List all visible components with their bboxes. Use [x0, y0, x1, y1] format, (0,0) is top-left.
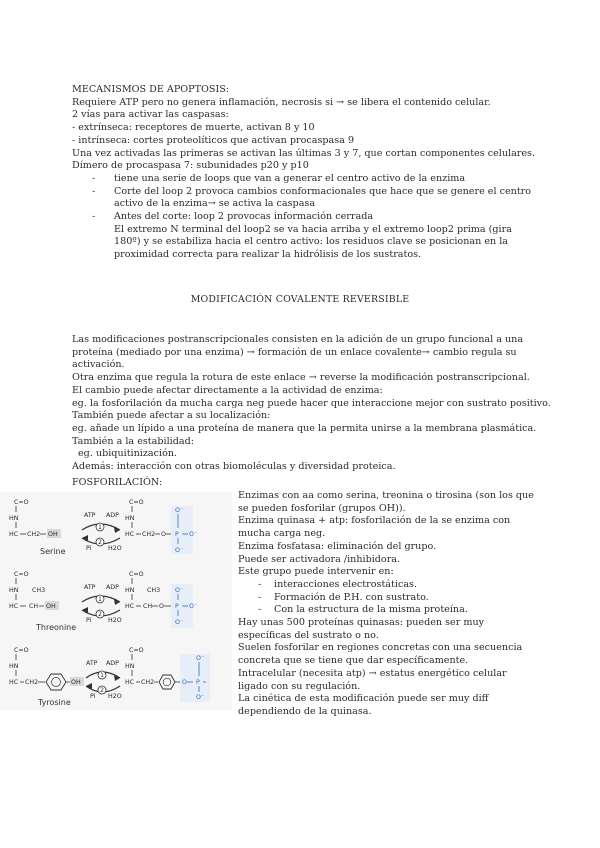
ch2-label: CH2	[142, 531, 156, 538]
residue-name-threonine: Threonine	[36, 623, 77, 632]
apoptosis-title: MECANISMOS DE APOPTOSIS:	[72, 84, 230, 95]
oxygen-label: O	[159, 603, 164, 610]
apoptosis-section	[72, 84, 536, 262]
oxygen-minus-label: O⁻	[175, 587, 184, 594]
covalent-line: El cambio puede afectar directamente a la actividad de enzima:	[72, 384, 383, 396]
ch2-label: CH2	[25, 679, 39, 686]
bullet-continuation: El extremo N terminal del loop2 se va hacia arriba y el extremo loop2 prima (gira 180º) y se estabiliza hacia el centro activo: los residuos clave se posicionan en la proximidad correcta para realizar la hidrólisis de los sustratos.	[114, 223, 512, 261]
oxygen-label: O	[161, 531, 166, 538]
phospho-line: Puede ser activadora /inhibidora.	[238, 553, 401, 565]
apoptosis-line: Una vez activadas las primeras se activan las últimas 3 y 7, que cortan componentes celulares.	[72, 147, 536, 159]
step-two-label: 2	[98, 611, 103, 618]
amine-label: HN	[125, 663, 135, 670]
alpha-carbon-label: HC	[9, 603, 19, 610]
residue-name-serine: Serine	[40, 547, 66, 556]
alpha-carbon-label: HC	[9, 679, 19, 686]
interaction-item: - interacciones electrostáticas.	[238, 579, 538, 592]
pi-label: Pi	[86, 617, 92, 624]
phosphorylation-diagram	[0, 492, 232, 710]
hydroxyl-label: OH	[46, 603, 56, 610]
step-two-label: 2	[98, 539, 103, 546]
amine-label: HN	[9, 515, 19, 522]
phospho-line: Enzima quinasa + atp: fosforilación de la se enzima con mucha carga neg.	[238, 515, 511, 540]
ch2-label: CH2	[27, 531, 41, 538]
adp-label: ADP	[106, 512, 119, 519]
phospho-line: La cinética de esta modificación puede ser muy diff dependiendo de la quinasa.	[238, 693, 489, 717]
oxygen-minus-label: O⁻	[175, 507, 184, 514]
bullet-item: - Corte del loop 2 provoca cambios conformacionales que hace que se genere el centro activo de la enzima→ se activa la caspasa	[72, 186, 532, 211]
pi-label: Pi	[90, 693, 96, 700]
amine-label: HN	[9, 663, 19, 670]
covalent-line: eg. la fosforilación da mucha carga neg puede hacer que interaccione mejor con sustrato positivo.	[72, 397, 551, 409]
apoptosis-line: 2 vías para activar las caspasas:	[72, 109, 229, 121]
hydroxyl-label: OH	[71, 679, 81, 686]
pi-label: Pi	[86, 545, 92, 552]
phospho-line: Intracelular (necesita atp) → estatus energético celular ligado con su regulación.	[238, 667, 507, 692]
bullet-item: - Antes del corte: loop 2 provocas información cerrada	[72, 211, 532, 224]
interaction-item: - Formación de P.H. con sustrato.	[238, 592, 538, 605]
phosphorylation-text	[238, 490, 538, 719]
oxygen-minus-label: O⁻	[196, 655, 205, 662]
step-one-label: 1	[98, 524, 103, 531]
atp-label: ATP	[86, 660, 98, 667]
covalent-line: eg. ubiquitinización.	[78, 448, 178, 460]
covalent-line: Otra enzima que regula la rotura de este enlace → reverse la modificación postranscripcional.	[72, 372, 530, 384]
methyl-label: CH3	[147, 587, 161, 594]
atp-label: ATP	[84, 512, 96, 519]
step-two-label: 2	[100, 687, 105, 694]
water-label: H2O	[108, 617, 122, 624]
beta-carbon-label: CH	[29, 603, 39, 610]
bullet-item: - tiene una serie de loops que van a generar el centro activo de la enzima	[72, 173, 532, 186]
oxygen-label: O	[182, 679, 187, 686]
covalent-line: eg. añade un lípido a una proteína de manera que la permita unirse a la membrana plasmática.	[72, 422, 537, 434]
carbonyl-label: C=O	[129, 571, 144, 578]
alpha-carbon-label: HC	[9, 531, 19, 538]
alpha-carbon-label: HC	[125, 679, 135, 686]
step-one-label: 1	[98, 596, 103, 603]
step-one-label: 1	[100, 672, 105, 679]
amine-label: HN	[125, 515, 135, 522]
carbonyl-label: C=O	[14, 499, 29, 506]
water-label: H2O	[108, 545, 122, 552]
adp-label: ADP	[106, 660, 119, 667]
oxygen-minus-label: O⁻	[175, 619, 184, 626]
phosphorus-label: P	[196, 679, 200, 686]
procaspase-bullets	[72, 173, 532, 224]
oxygen-minus-label: O⁻	[189, 603, 198, 610]
alpha-carbon-label: HC	[125, 603, 135, 610]
phosphorylation-title: FOSFORILACIÓN:	[72, 477, 163, 488]
oxygen-minus-label: O⁻	[175, 547, 184, 554]
covalent-line: Además: interacción con otras biomoléculas y diversidad proteica.	[72, 461, 396, 473]
covalent-section-title: MODIFICACIÓN COVALENTE REVERSIBLE	[190, 294, 410, 305]
atp-label: ATP	[84, 584, 96, 591]
interaction-item: - Con la estructura de la misma proteína.	[238, 604, 538, 617]
apoptosis-line: Requiere ATP pero no genera inflamación, necrosis si → se libera el contenido celular.	[72, 96, 491, 108]
hydroxyl-label: OH	[48, 531, 58, 538]
covalent-section	[72, 334, 551, 474]
carbonyl-label: C=O	[129, 499, 144, 506]
carbonyl-label: C=O	[14, 571, 29, 578]
amine-label: HN	[125, 587, 135, 594]
phospho-line: Suelen fosforilar en regiones concretas con una secuencia concreta que se tiene que dar específicamente.	[238, 642, 523, 667]
oxygen-minus-label: O⁻	[189, 531, 198, 538]
water-label: H2O	[108, 693, 122, 700]
covalent-line: Las modificaciones postranscripcionales consisten en la adición de un grupo funcional a una proteína (mediado por una enzima) → formación de un enlace covalente→ cambio regula su activación.	[72, 334, 524, 371]
apoptosis-line: Dímero de procaspasa 7: subunidades p20 y p10	[72, 160, 309, 172]
carbonyl-label: C=O	[14, 647, 29, 654]
phospho-line: Enzima fosfatasa: eliminación del grupo.	[238, 540, 437, 552]
interaction-list	[238, 579, 538, 617]
phospho-line: Este grupo puede intervenir en:	[238, 566, 394, 578]
adp-label: ADP	[106, 584, 119, 591]
apoptosis-line: - intrínseca: cortes proteolíticos que activan procaspasa 9	[72, 134, 355, 146]
covalent-line: También a la estabilidad:	[72, 435, 194, 447]
beta-carbon-label: CH	[143, 603, 153, 610]
phosphorus-label: P	[175, 603, 179, 610]
alpha-carbon-label: HC	[125, 531, 135, 538]
phosphorus-label: P	[175, 531, 179, 538]
residue-name-tyrosine: Tyrosine	[38, 698, 71, 707]
carbonyl-label: C=O	[129, 647, 144, 654]
phosphorylation-figure	[0, 492, 232, 710]
oxygen-minus-label: O⁻	[196, 694, 205, 701]
covalent-line: También puede afectar a su localización:	[72, 410, 271, 422]
phospho-line: Hay unas 500 proteínas quinasas: pueden ser muy específicas del sustrato o no.	[238, 617, 485, 641]
amine-label: HN	[9, 587, 19, 594]
ch2-label: CH2	[141, 679, 155, 686]
apoptosis-line: - extrínseca: receptores de muerte, activan 8 y 10	[72, 122, 315, 134]
methyl-label: CH3	[32, 587, 46, 594]
phospho-line: Enzimas con aa como serina, treonina o tirosina (son los que se pueden fosforilar (grupos OH)).	[238, 490, 534, 514]
